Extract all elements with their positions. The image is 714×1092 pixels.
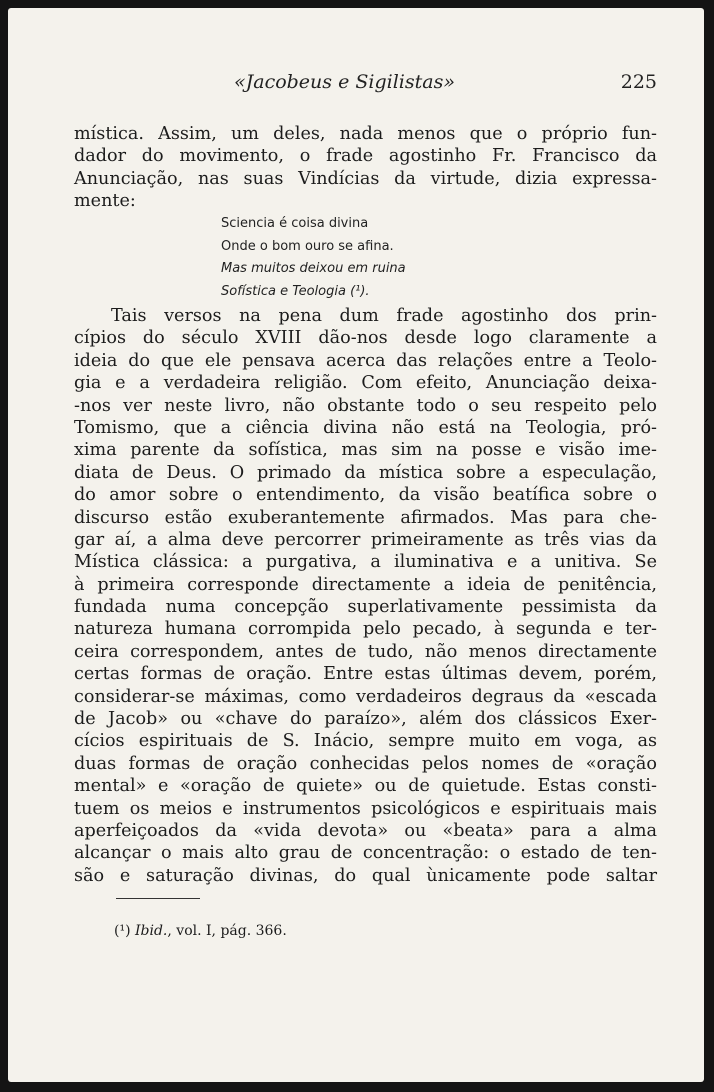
text-line: dador do movimento, o frade agostinho Fr. Francisco da — [74, 146, 657, 167]
text-line: tuem os meios e instrumentos psicológicos e espirituais mais — [74, 798, 657, 819]
text-line: Mística clássica: a purgativa, a iluminativa e a unitiva. Se — [74, 552, 657, 573]
poem-verse: Sciencia é coisa divina — [221, 216, 369, 231]
text-line: -nos ver neste livro, não obstante todo o seu respeito pelo — [74, 395, 657, 416]
footnote-divider — [116, 898, 200, 899]
text-line: cípios do século XVIII dão-nos desde logo claramente a — [74, 328, 657, 349]
text-line: xima parente da sofística, mas sim na posse e visão ime- — [74, 440, 657, 461]
poem-quote — [221, 213, 406, 303]
text-line: à primeira corresponde directamente a ideia de penitência, — [74, 574, 657, 595]
page — [8, 8, 704, 1082]
text-line: diata de Deus. O primado da mística sobre a especulação, — [74, 462, 657, 483]
text-line: certas formas de oração. Entre estas últimas devem, porém, — [74, 664, 657, 685]
text-line: gia e a verdadeira religião. Com efeito, Anunciação deixa- — [74, 373, 657, 394]
text-line: de Jacob» ou «chave do paraízo», além dos clássicos Exer- — [74, 709, 657, 730]
text-line: duas formas de oração conhecidas pelos nomes de «oração — [74, 753, 657, 774]
text-line: considerar-se máximas, como verdadeiros degraus da «escada — [74, 686, 657, 707]
paragraph-1 — [74, 123, 657, 213]
footnote-marker: (¹) — [114, 923, 131, 939]
text-line: ideia do que ele pensava acerca das relações entre a Teolo- — [74, 350, 657, 371]
text-line: mental» e «oração de quiete» ou de quietude. Estas consti- — [74, 776, 657, 797]
text-line: Anunciação, nas suas Vindícias da virtude, dizia expressa- — [74, 168, 657, 189]
text-line: gar aí, a alma deve percorrer primeiramente as três vias da — [74, 529, 657, 550]
poem-verse: Mas muitos deixou em ruina — [221, 261, 406, 276]
paragraph-2 — [74, 305, 657, 887]
text-line: mente: — [74, 191, 136, 212]
text-line: discurso estão exuberantemente afirmados. Mas para che- — [74, 507, 657, 528]
text-line: natureza humana corrompida pelo pecado, à segunda e ter- — [74, 619, 657, 640]
footnote-text: , vol. I, pág. 366. — [167, 923, 287, 939]
text-line: do amor sobre o entendimento, da visão beatífica sobre o — [74, 485, 657, 506]
text-line: cícios espirituais de S. Inácio, sempre muito em voga, as — [74, 731, 657, 752]
text-line: mística. Assim, um deles, nada menos que o próprio fun- — [74, 124, 657, 144]
footnote-ref: Ibid. — [135, 923, 168, 939]
page-number: 225 — [620, 71, 657, 93]
running-title: «Jacobeus e Sigilistas» — [234, 71, 455, 93]
text-line: ceira correspondem, antes de tudo, não menos directamente — [74, 641, 657, 662]
running-header — [74, 71, 657, 97]
footnote — [114, 923, 287, 939]
text-line: alcançar o mais alto grau de concentração: o estado de ten- — [74, 843, 657, 864]
poem-verse: Onde o bom ouro se afina. — [221, 238, 394, 254]
text-line: aperfeiçoados da «vida devota» ou «beata» para a alma — [74, 820, 657, 841]
text-line: fundada numa concepção superlativamente pessimista da — [74, 597, 657, 618]
text-line: são e saturação divinas, do qual ùnicamente pode saltar — [74, 865, 657, 886]
text-line: Tais versos na pena dum frade agostinho dos prin- — [111, 306, 657, 326]
text-line: Tomismo, que a ciência divina não está na Teologia, pró- — [74, 417, 657, 438]
poem-verse: Sofística e Teologia (¹). — [221, 283, 370, 299]
